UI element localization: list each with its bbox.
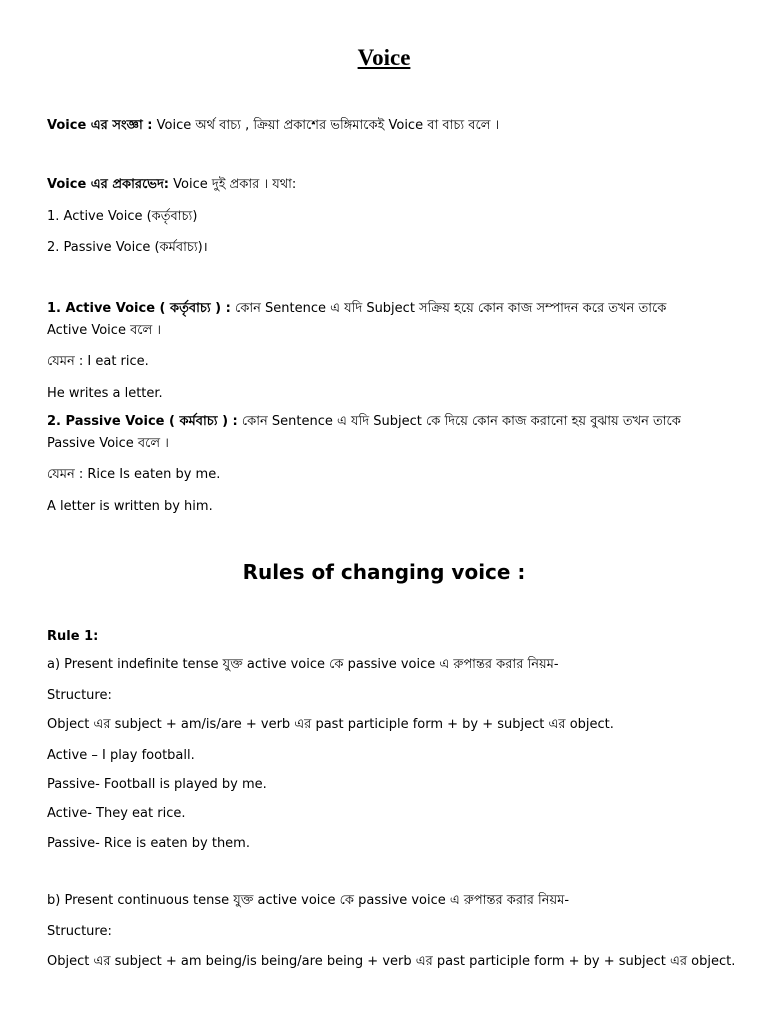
- rule1-structure: Object এর subject + am/is/are + verb এর past participle form + by + subject এর object.: [47, 717, 614, 732]
- rule1-b-heading: b) Present continuous tense যুক্ত active voice কে passive voice এ রুপান্তর করার নিয়ম-: [47, 893, 570, 908]
- types-item-active: 1. Active Voice (কর্তৃবাচ্য): [47, 209, 198, 224]
- definition-paragraph: [47, 118, 499, 134]
- rule1-a-heading: a) Present indefinite tense যুক্ত active voice কে passive voice এ রুপান্তর করার নিয়ম-: [47, 657, 559, 672]
- passive-term: 2. Passive Voice ( কর্মবাচ্য ) :: [47, 414, 238, 429]
- passive-definition: [47, 414, 681, 430]
- passive-example-2: A letter is written by him.: [47, 499, 213, 514]
- active-example-1: যেমন : I eat rice.: [47, 354, 149, 369]
- types-item-passive: 2. Passive Voice (কর্মবাচ্য)।: [47, 240, 208, 255]
- active-example-2: He writes a letter.: [47, 386, 163, 401]
- rule1-b-structure-label: Structure:: [47, 924, 112, 939]
- active-text: কোন Sentence এ যদি Subject সক্রিয় হয়ে কোন কাজ সম্পাদন করে তখন তাকে: [230, 301, 667, 316]
- active-definition-cont: Active Voice বলে ।: [47, 323, 161, 338]
- passive-example-1: যেমন : Rice Is eaten by me.: [47, 467, 221, 482]
- rule1-structure-label: Structure:: [47, 688, 112, 703]
- definition-term: Voice এর সংজ্ঞা :: [47, 118, 153, 133]
- active-definition: [47, 301, 666, 317]
- passive-definition-cont: Passive Voice বলে ।: [47, 436, 169, 451]
- page-title: Voice: [357, 45, 411, 70]
- rule1-example-3: Active- They eat rice.: [47, 806, 186, 821]
- rules-heading: Rules of changing voice :: [242, 560, 526, 584]
- types-term: Voice এর প্রকারভেদ:: [47, 177, 170, 192]
- passive-text: কোন Sentence এ যদি Subject কে দিয়ে কোন কাজ করানো হয় বুঝায় তখন তাকে: [237, 414, 681, 429]
- rule1-example-1: Active – I play football.: [47, 748, 195, 763]
- rule1-example-4: Passive- Rice is eaten by them.: [47, 836, 250, 851]
- definition-text: Voice অর্থ বাচ্য , ক্রিয়া প্রকাশের ভঙ্গিমাকেই Voice বা বাচ্য বলে ।: [152, 118, 500, 133]
- rule1-example-2: Passive- Football is played by me.: [47, 777, 267, 792]
- rule1-b-structure: Object এর subject + am being/is being/are being + verb এর past participle form + by + subject এর object.: [47, 954, 736, 969]
- types-text: Voice দুই প্রকার । যথা:: [169, 177, 297, 192]
- active-term: 1. Active Voice ( কর্তৃবাচ্য ) :: [47, 301, 231, 316]
- types-paragraph: [47, 177, 296, 193]
- rule1-label: Rule 1:: [47, 629, 99, 644]
